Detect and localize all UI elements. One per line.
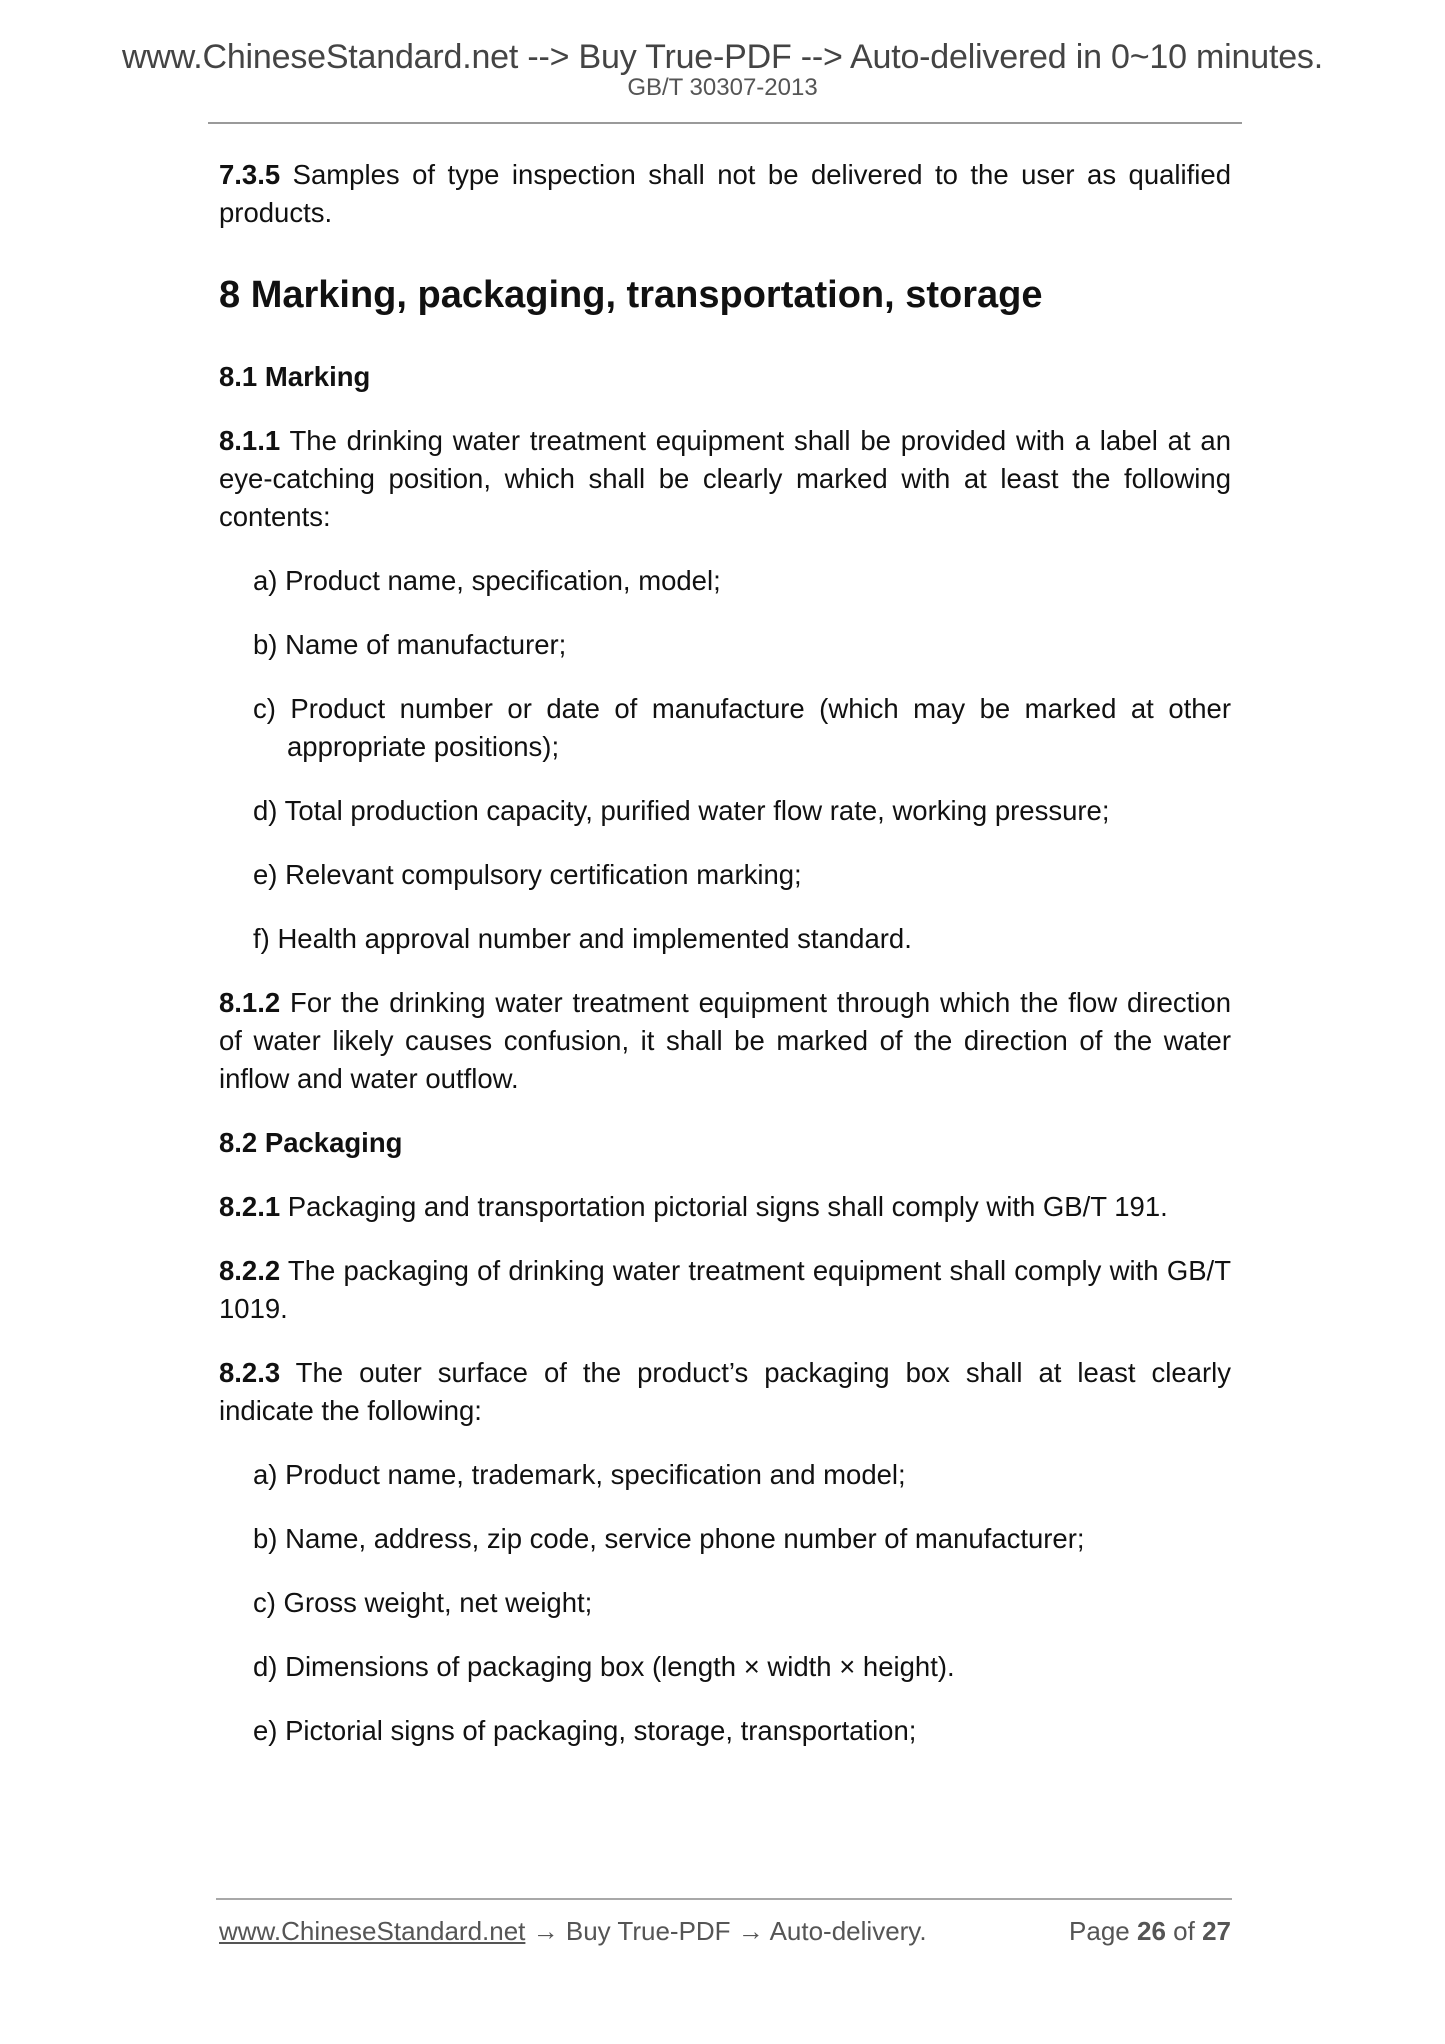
header-divider [208,122,1242,124]
page-label: Page [1069,1916,1130,1946]
footer-site-link[interactable]: www.ChineseStandard.net [219,1916,526,1946]
clause-number: 8.2.3 [219,1357,281,1388]
list-item: d) Total production capacity, purified water flow rate, working pressure; [253,795,1110,826]
page-content [219,156,1231,1776]
clause-8-2-1 [219,1188,1231,1226]
clause-text: Samples of type inspection shall not be delivered to the user as qualified products. [219,159,1231,228]
footer-divider [216,1898,1232,1900]
section-8-heading: 8 Marking, packaging, transportation, storage [219,274,1043,316]
clause-8-1-1 [219,422,1231,536]
clause-number: 8.1.1 [219,425,281,456]
list-item: e) Relevant compulsory certification marking; [253,859,802,890]
clause-text: The packaging of drinking water treatment equipment shall comply with GB/T 1019. [219,1255,1231,1324]
clause-text: Packaging and transportation pictorial signs shall comply with GB/T 191. [280,1191,1168,1222]
clause-number: 8.1.2 [219,987,281,1018]
section-8-2-heading: 8.2 Packaging [219,1127,403,1158]
list-item: a) Product name, trademark, specification and model; [253,1459,906,1490]
footer [219,1916,1231,1947]
page-of: of [1173,1916,1195,1946]
page-current: 26 [1137,1916,1166,1946]
clause-7-3-5 [219,156,1231,232]
clause-number: 8.2.2 [219,1255,281,1286]
list-item: f) Health approval number and implemented standard. [253,923,912,954]
list-item: b) Name, address, zip code, service phone number of manufacturer; [253,1523,1085,1554]
standard-number: GB/T 30307-2013 [627,74,818,101]
page-total: 27 [1202,1916,1231,1946]
header-banner: www.ChineseStandard.net --> Buy True-PDF --> Auto-delivered in 0~10 minutes. [122,38,1323,76]
footer-tagline: → Buy True-PDF → Auto-delivery. [525,1916,927,1946]
list-item: c) Gross weight, net weight; [253,1587,593,1618]
clause-8-1-2 [219,984,1231,1098]
clause-8-2-2 [219,1252,1231,1328]
clause-number: 7.3.5 [219,159,281,190]
list-item: c) Product number or date of manufacture (which may be marked at other appropriate positions); [253,693,1231,762]
list-item: d) Dimensions of packaging box (length × width × height). [253,1651,955,1682]
section-8-1-heading: 8.1 Marking [219,361,371,392]
clause-text: For the drinking water treatment equipment through which the flow direction of water likely causes confusion, it shall be marked of the direction of the water inflow and water outflow. [219,987,1231,1094]
clause-8-2-3 [219,1354,1231,1430]
list-item: b) Name of manufacturer; [253,629,567,660]
clause-text: The drinking water treatment equipment shall be provided with a label at an eye-catching position, which shall be clearly marked with at least the following contents: [219,425,1231,532]
clause-text: The outer surface of the product’s packaging box shall at least clearly indicate the following: [219,1357,1231,1426]
list-item: a) Product name, specification, model; [253,565,721,596]
list-item: e) Pictorial signs of packaging, storage, transportation; [253,1715,917,1746]
page-indicator [1069,1916,1231,1947]
clause-number: 8.2.1 [219,1191,281,1222]
